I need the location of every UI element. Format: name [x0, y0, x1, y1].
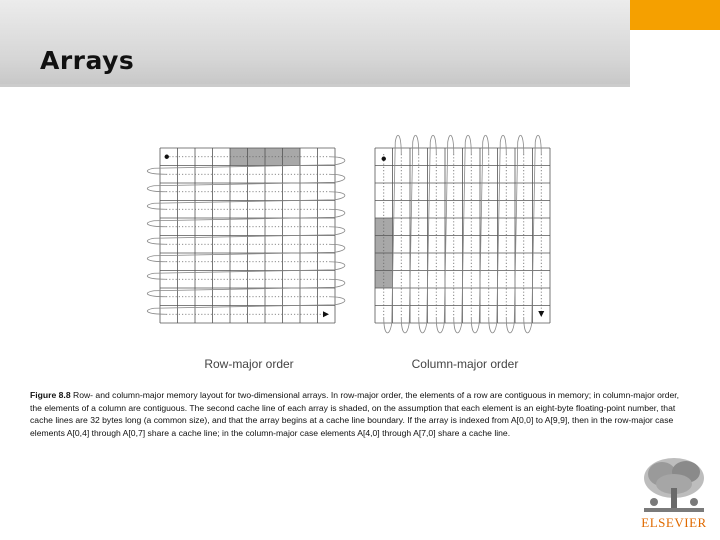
figure-caption: [30, 389, 686, 439]
row-major-label: Row-major order: [204, 357, 294, 371]
memory-layout-figure: [125, 122, 565, 372]
caption-text: Row- and column-major memory layout for two-dimensional arrays. In row-major order, the elements of a row are contiguous in memory; in column-major order, the elements of a column are contiguous. The second cache line of each array is shaded, on the assumption that each element is an eight-byte floating-point number, that cache lines are 32 bytes long (a common size), and that the array begins at a cache line boundary. If the array is indexed from A[0,0] to A[9,9], then in the row-major case elements A[0,4] through A[0,7] share a cache line; in the column-major case elements A[4,0] through A[7,0] share a cache line.: [30, 390, 680, 438]
figure-label: Figure 8.8: [30, 390, 71, 400]
slide-title: Arrays: [40, 46, 135, 75]
column-major-diagram: [375, 135, 550, 333]
shaded-cell: [230, 148, 248, 166]
accent-tab: [630, 0, 720, 30]
row-major-diagram: [147, 148, 345, 323]
column-major-label: Column-major order: [411, 357, 519, 371]
end-arrow: [538, 311, 544, 317]
shaded-cell: [265, 148, 283, 166]
shaded-cell: [375, 218, 393, 236]
start-dot: [165, 155, 169, 159]
start-dot: [382, 157, 386, 161]
shaded-cell: [375, 253, 393, 271]
elsevier-logo-text: ELSEVIER: [641, 515, 707, 530]
end-arrow: [323, 311, 329, 317]
title-bar-shadow: [0, 84, 630, 87]
